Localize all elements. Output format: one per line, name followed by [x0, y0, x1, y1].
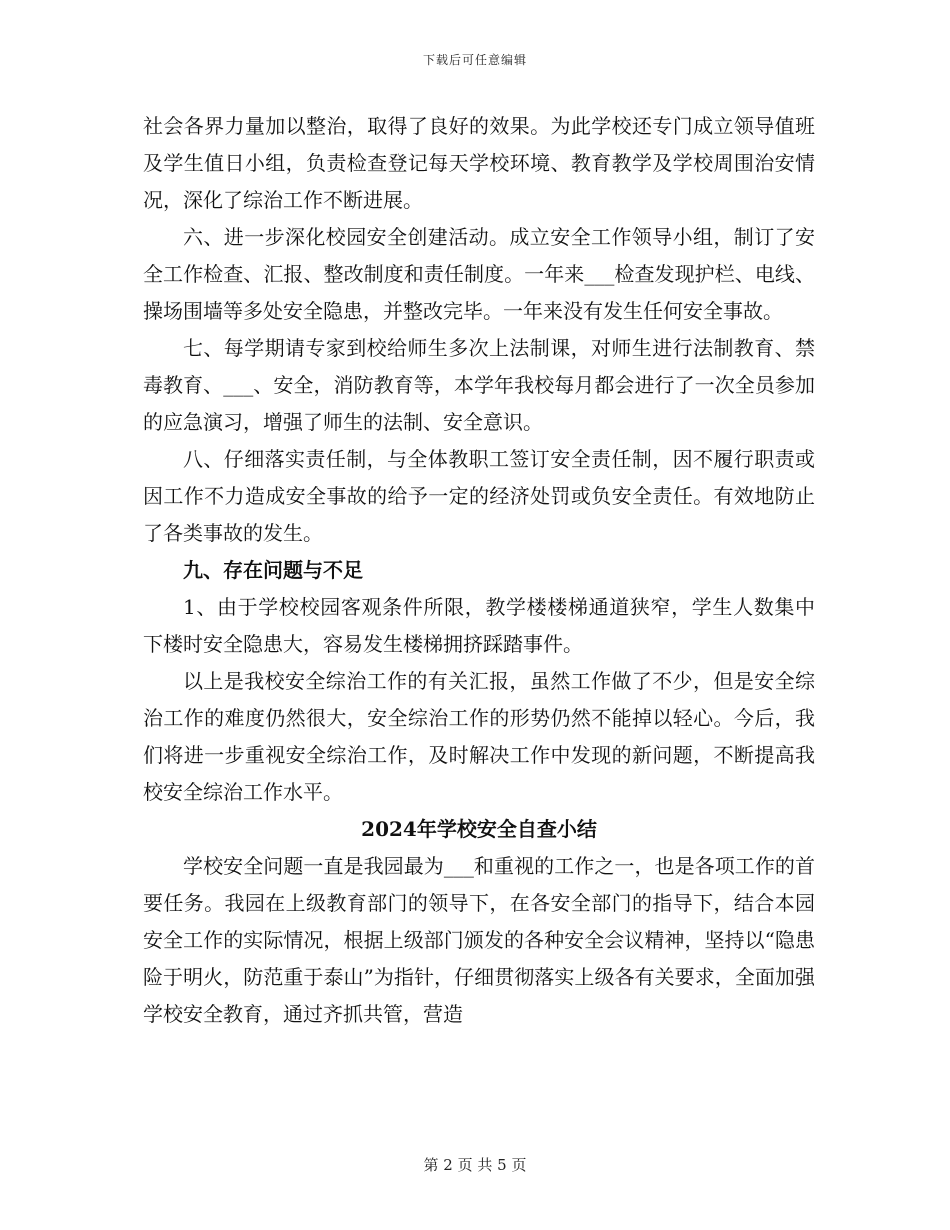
page-header: 下载后可任意编辑 — [422, 53, 527, 67]
body-paragraph: 学校安全问题一直是我园最为___和重视的工作之一，也是各项工作的首要任务。我园在上级教育部门的领导下，在各安全部门的指导下，结合本园安全工作的实际情况，根据上级部门颁发的各种安全会议精神，坚持以“隐患险于明火，防范重于泰山”为指针，仔细贯彻落实上级各有关要求，全面加强学校安全教育，通过齐抓共管，营造 — [143, 854, 815, 1026]
document-body — [143, 108, 815, 1033]
page-footer: 第 2 页 共 5 页 — [423, 1156, 527, 1174]
section-heading: 九、存在问题与不足 — [183, 558, 363, 582]
body-paragraph: 八、仔细落实责任制，与全体教职工签订安全责任制，因不履行职责或因工作不力造成安全事故的给予一定的经济处罚或负安全责任。有效地防止了各类事故的发生。 — [143, 447, 815, 545]
body-paragraph: 七、每学期请专家到校给师生多次上法制课，对师生进行法制教育、禁毒教育、___、安全，消防教育等，本学年我校每月都会进行了一次全员参加的应急演习，增强了师生的法制、安全意识。 — [143, 336, 815, 434]
body-paragraph: 六、进一步深化校园安全创建活动。成立安全工作领导小组，制订了安全工作检查、汇报、整改制度和责任制度。一年来___检查发现护栏、电线、操场围墙等多处安全隐患，并整改完毕。一年来没有发生任何安全事故。 — [143, 225, 815, 323]
body-paragraph: 以上是我校安全综治工作的有关汇报，虽然工作做了不少，但是安全综治工作的难度仍然很大，安全综治工作的形势仍然不能掉以轻心。今后，我们将进一步重视安全综治工作，及时解决工作中发现的新问题，不断提高我校安全综治工作水平。 — [143, 669, 815, 804]
body-paragraph: 社会各界力量加以整治，取得了良好的效果。为此学校还专门成立领导值班及学生值日小组，负责检查登记每天学校环境、教育教学及学校周围治安情况，深化了综治工作不断进展。 — [143, 114, 815, 212]
body-paragraph: 1、由于学校校园客观条件所限，教学楼楼梯通道狭窄，学生人数集中下楼时安全隐患大，容易发生楼梯拥挤踩踏事件。 — [143, 595, 815, 656]
document-title: 2024年学校安全自查小结 — [361, 817, 597, 841]
